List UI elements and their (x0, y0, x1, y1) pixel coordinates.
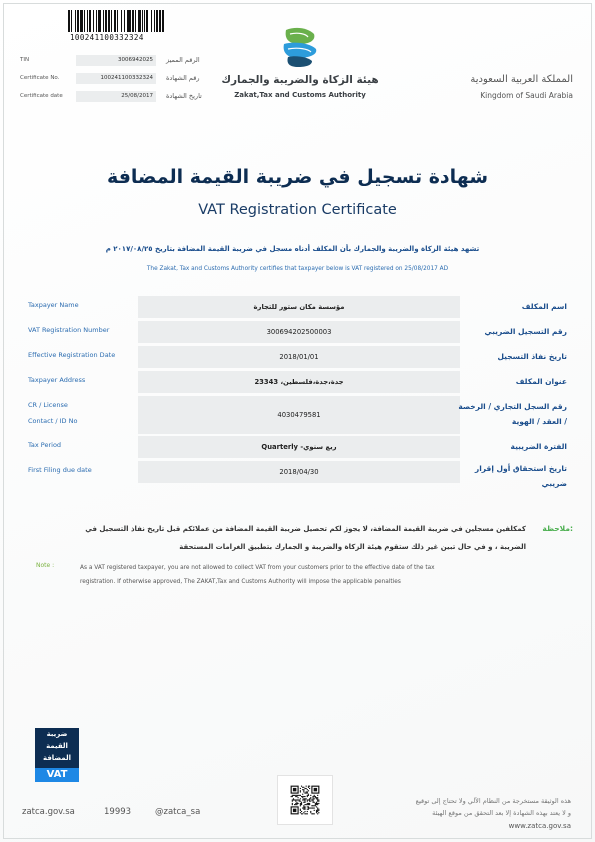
authority-name-en: Zakat,Tax and Customs Authority (234, 91, 366, 99)
field-label-en: Taxpayer Address (28, 376, 86, 384)
field-value: 300694202500003 (138, 321, 460, 343)
kingdom-name-ar: المملكة العربية السعودية (470, 74, 573, 85)
field-row-tax-period (20, 436, 575, 458)
note-text-ar: كمكلفين مسجلين في ضريبة القيمة المضافة، لا يجوز لكم تحصيل ضريبة القيمة المضافة من عملائكم قبل تاريخ نفاذ التسجيل في الضريبة ، و في حال تبين غير ذلك ستقوم هيئة الزكاة والضريبة و الجمارك بتطبيق الغرامات المستحقة (85, 525, 526, 551)
field-label-en: VAT Registration Number (28, 326, 110, 334)
field-value: 2018/04/30 (138, 461, 460, 483)
field-row-vat-number (20, 321, 575, 343)
field-value: 4030479581 (138, 396, 460, 434)
field-label-ar: تاريخ استحقاق أول إقرار ضريبي (474, 464, 567, 488)
vat-logo (35, 728, 79, 782)
info-value: 25/08/2017 (76, 91, 156, 102)
field-row-address (20, 371, 575, 393)
info-label-ar: رقم الشهادة (166, 74, 200, 82)
certifies-statement-ar: تشهد هيئة الزكاة والضريبة والجمارك بأن المكلف أدناه مسجل في ضريبة القيمة المضافة بتاريخ ٢٠١٧/٠٨/٢٥ م (105, 245, 480, 253)
footer-phone: 19993 (104, 807, 132, 817)
qr-code-icon (277, 775, 333, 825)
field-label-en: Effective Registration Date (28, 351, 116, 359)
field-label-en: First Filing due date (28, 466, 92, 474)
vat-logo-band: VAT (35, 768, 79, 782)
info-row-tin (20, 55, 200, 67)
field-value: ربع سنوي- Quarterly (138, 436, 460, 458)
note-text-en: As a VAT registered taxpayer, you are not allowed to collect VAT from your customers prior to the effective date of the tax registration. If otherwise approved, The ZAKAT,Tax and Customs Authority will impose the applicable penalties (80, 565, 435, 585)
field-row-taxpayer-name (20, 296, 575, 318)
field-row-first-filing (20, 461, 575, 488)
authority-name-ar: هيئة الزكاة والضريبة والجمارك (221, 74, 379, 86)
info-row-certificate-date (20, 91, 202, 103)
field-label-en: Taxpayer Name (28, 301, 79, 309)
info-label-en: Certificate date (20, 93, 63, 99)
field-value: 2018/01/01 (138, 346, 460, 368)
footer-website[interactable]: zatca.gov.sa (22, 807, 75, 817)
field-label-en: Tax Period (28, 441, 62, 449)
vat-logo-line3: المضافة (42, 754, 72, 762)
zatca-logo-icon (278, 24, 320, 68)
field-label-en-secondary: Contact / ID No (28, 417, 78, 425)
info-row-certificate-no (20, 73, 200, 85)
info-label-ar: تاريخ الشهادة (166, 92, 202, 100)
info-label-en: Certificate No. (20, 75, 60, 81)
footer-disclaimer-2: و لا يعتد بهذه الشهادة إلا بعد التحقق من موقع الهيئة (432, 809, 571, 817)
barcode (68, 10, 242, 32)
field-label-ar: اسم المكلف (521, 302, 567, 311)
barcode-bar (162, 10, 164, 32)
field-label-ar: رقم التسجيل الضريبي (484, 327, 567, 336)
footer-url[interactable]: www.zatca.gov.sa (508, 822, 571, 830)
info-value: 100241100332324 (76, 73, 156, 84)
kingdom-name-en: Kingdom of Saudi Arabia (480, 91, 573, 100)
note-label-ar: ملاحظة: (542, 524, 573, 533)
field-label-ar: عنوان المكلف (515, 377, 567, 386)
info-label-ar: الرقم المميز (166, 56, 200, 64)
certifies-statement-en: The Zakat, Tax and Customs Authority certifies that taxpayer below is VAT registered on 25/08/2017 AD (146, 266, 449, 272)
field-row-effective-date (20, 346, 575, 368)
field-row-cr-license (20, 396, 575, 434)
field-value: مؤسسة مكان ستور للتجارة (138, 296, 460, 318)
footer-disclaimer-1: هذه الوثيقة مستخرجة من النظام الآلي ولا تحتاج إلى توقيع (415, 797, 571, 805)
note-label-en: Note : (36, 562, 55, 569)
info-label-en: TIN (20, 57, 30, 63)
field-label-ar: الفترة الضريبية (510, 442, 567, 451)
footer-social-handle[interactable]: @zatca_sa (155, 807, 201, 817)
vat-logo-line1: ضريبة (46, 730, 68, 738)
certificate-title-ar: شهادة تسجيل في ضريبة القيمة المضافة (106, 166, 489, 188)
barcode-number: 100241100332324 (70, 33, 144, 42)
field-value: جدة،جدة،فلسطين، 23343 (138, 371, 460, 393)
field-label-en: CR / License (28, 401, 68, 409)
info-value: 3006942025 (76, 55, 156, 66)
field-label-ar: رقم السجل التجاري / الرخصة / العقد / الهوية (458, 402, 567, 426)
vat-logo-line2: القيمة (46, 742, 68, 750)
certificate-title-en: VAT Registration Certificate (198, 202, 397, 218)
field-label-ar: تاريخ نفاذ التسجيل (497, 352, 567, 361)
